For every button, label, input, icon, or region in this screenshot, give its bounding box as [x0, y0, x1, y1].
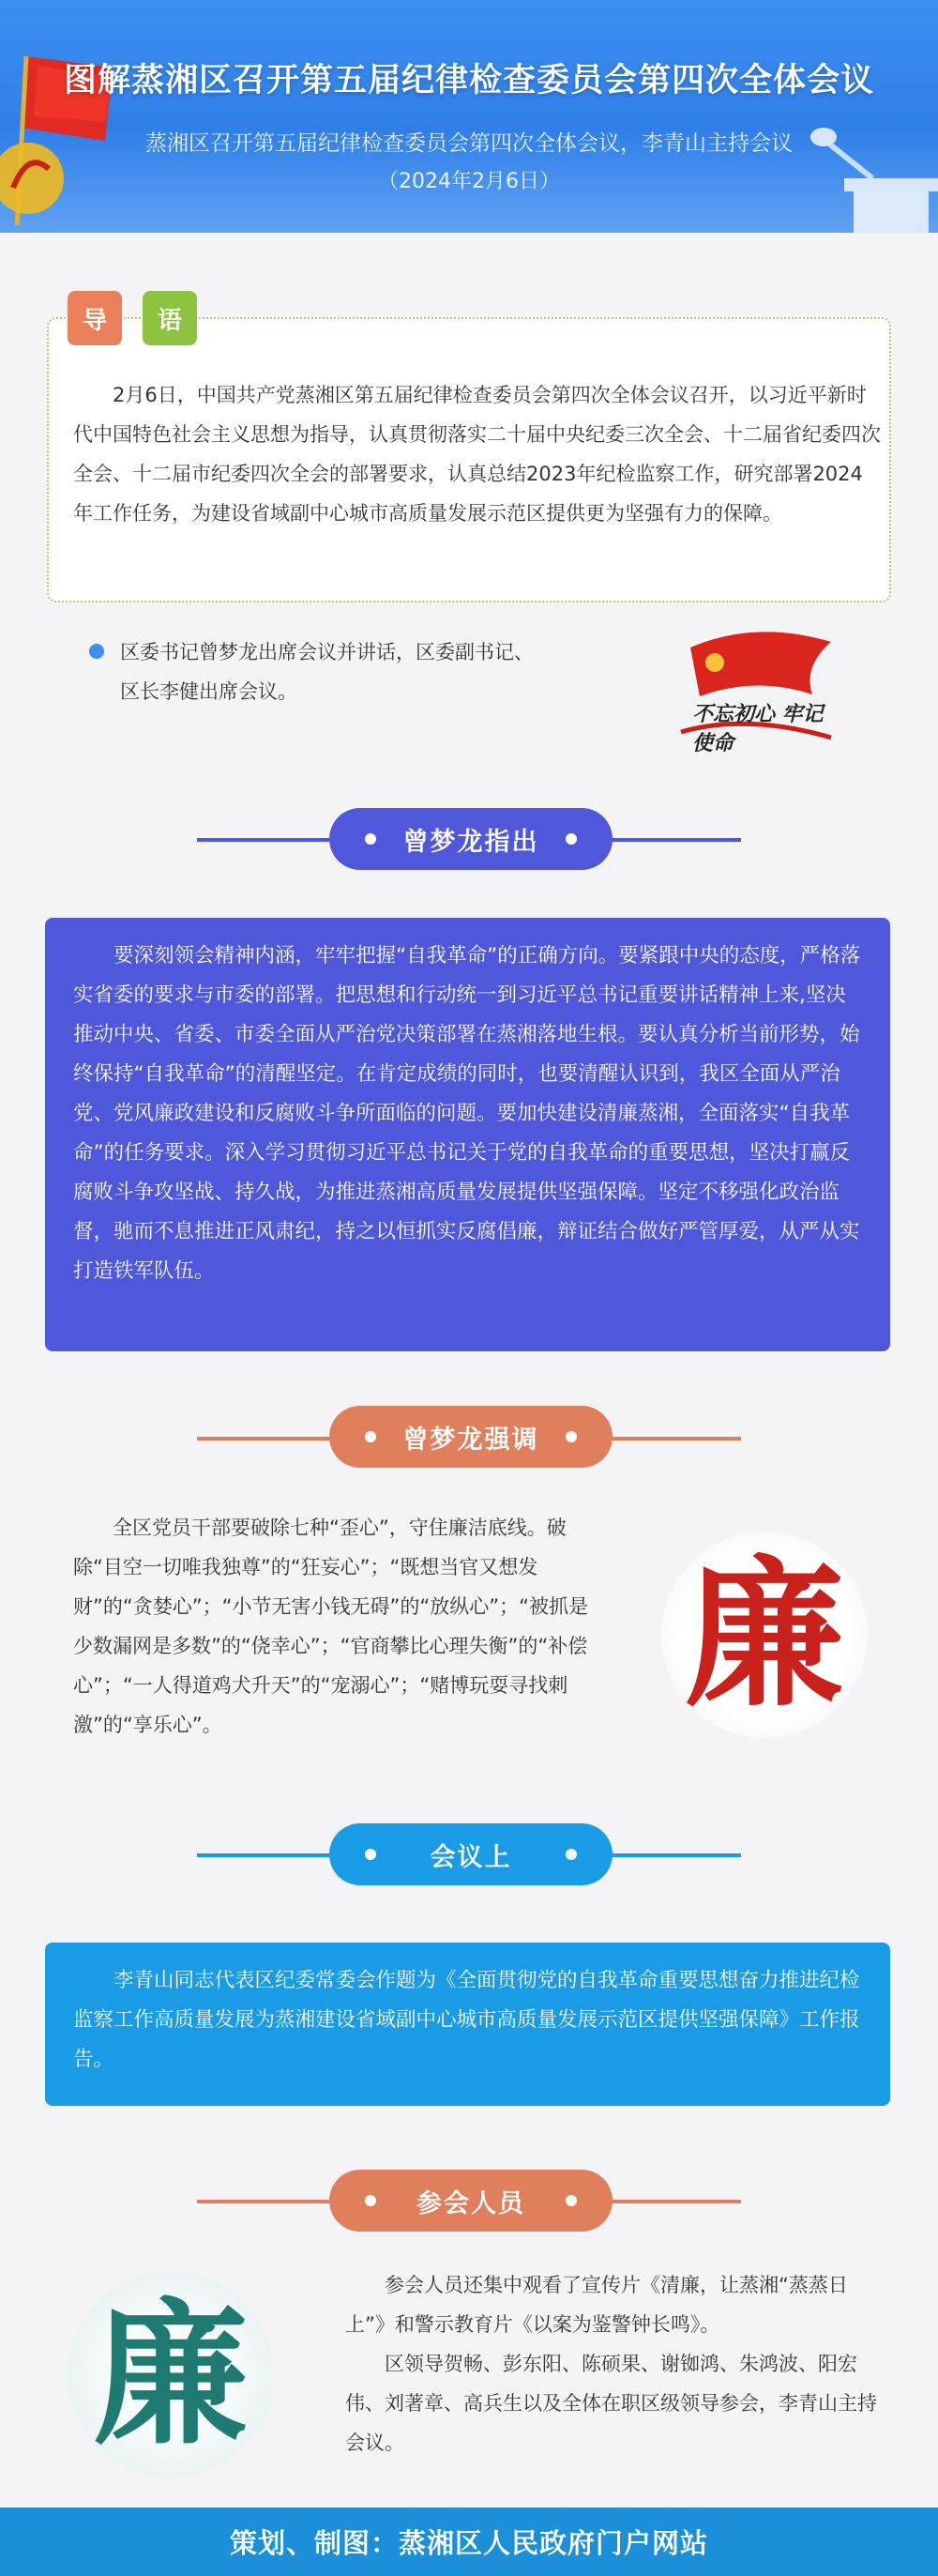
- section4-para1: 参会人员还集中观看了宣传片《清廉，让蒸湘“蒸蒸日上”》和警示教育片《以案为鉴警钟长鸣》。: [345, 2274, 848, 2336]
- pill-dot-icon: [566, 1431, 577, 1442]
- pill-dot-icon: [566, 833, 577, 845]
- footer-credit: 策划、制图：蒸湘区人民政府门户网站: [0, 2507, 938, 2576]
- pill-dot-icon: [566, 2195, 577, 2206]
- page-title: 图解蒸湘区召开第五届纪律检查委员会第四次全体会议: [63, 62, 874, 99]
- pill-dot-icon: [566, 1849, 577, 1860]
- pill-dot-icon: [365, 1431, 376, 1442]
- section1-title: [329, 808, 613, 870]
- attendees-note: 区委书记曾梦龙出席会议并讲话，区委副书记、区长李健出席会议。: [120, 641, 534, 703]
- header-banner: [0, 0, 938, 233]
- badge-text: 不忘初心 牢记使命: [692, 703, 824, 755]
- section2-title-label: 曾梦龙强调: [402, 1425, 539, 1455]
- lian-character: 廉: [684, 1541, 844, 1729]
- lian-ink-character: 廉: [93, 2283, 249, 2465]
- bullet-dot-icon: [89, 644, 104, 659]
- section1-title-label: 曾梦龙指出: [402, 827, 539, 857]
- lian-seal: [661, 1532, 868, 1738]
- page-subtitle: 蒸湘区召开第五届纪律检查委员会第四次全体会议，李青山主持会议: [145, 131, 793, 156]
- section4-title-label: 参会人员: [416, 2188, 525, 2218]
- badge-graphic: [672, 619, 840, 760]
- section3-text: 李青山同志代表区纪委常委会作题为《全面贯彻党的自我革命重要思想奋力推进纪检监察工作高质量发展为蒸湘建设省域副中心城市高质量发展示范区提供坚强保障》工作报告。: [73, 1969, 860, 2071]
- section4-title: [329, 2170, 613, 2232]
- page-date: （2024年2月6日）: [378, 170, 560, 193]
- section3-title-label: 会议上: [430, 1842, 512, 1872]
- pill-dot-icon: [365, 2195, 376, 2206]
- section2-title: [329, 1406, 613, 1468]
- intro-tag-1: 导: [68, 291, 122, 345]
- section2-text: 全区党员干部要破除七种“歪心”，守住廉洁底线。破除“目空一切唯我独尊”的“狂妄心”；“既想当官又想发财”的“贪婪心”；“小节无害小钱无碍”的“放纵心”；“被抓是少数漏网是多数”的“侥幸心”；“官商攀比心理失衡”的“补偿心”；“一人得道鸡犬升天”的“宠溺心”；“赌博玩耍寻找刺激”的“享乐心”。: [73, 1517, 589, 1736]
- lian-ink-graphic: [68, 2271, 274, 2477]
- section1-text: 要深刻领会精神内涵，牢牢把握“自我革命”的正确方向。要紧跟中央的态度，严格落实省委的要求与市委的部署。把思想和行动统一到习近平总书记重要讲话精神上来,坚决推动中央、省委、市委全面从严治党决策部署在蒸湘落地生根。要认真分析当前形势，始终保持“自我革命”的清醒坚定。在肯定成绩的同时，也要清醒认识到，我区全面从严治党、党风廉政建设和反腐败斗争所面临的问题。要加快建设清廉蒸湘，全面落实“自我革命”的任务要求。深入学习贯彻习近平总书记关于党的自我革命的重要思想，坚决打赢反腐败斗争攻坚战、持久战，为推进蒸湘高质量发展提供坚强保障。坚定不移强化政治监督，驰而不息推进正风肃纪，持之以恒抓实反腐倡廉，辩证结合做好严管厚爱，从严从实打造铁军队伍。: [73, 944, 861, 1283]
- section4-text: [345, 2265, 880, 2462]
- intro-tag-2: 语: [143, 291, 197, 345]
- section4-para2: 区领导贺畅、彭东阳、陈硕果、谢铷鸿、朱鸿波、阳宏伟、刘著章、高兵生以及全体在职区级领导参会，李青山主持会议。: [345, 2353, 877, 2454]
- pill-dot-icon: [365, 833, 376, 845]
- intro-text: 2月6日，中国共产党蒸湘区第五届纪律检查委员会第四次全体会议召开，以习近平新时代中国特色社会主义思想为指导，认真贯彻落实二十届中央纪委三次全会、十二届省纪委四次全会、十二届市纪委四次全会的部署要求，认真总结2023年纪检监察工作，研究部署2024年工作任务，为建设省域副中心城市高质量发展示范区提供更为坚强有力的保障。: [73, 384, 881, 525]
- section3-title: [329, 1823, 613, 1885]
- pill-dot-icon: [365, 1849, 376, 1860]
